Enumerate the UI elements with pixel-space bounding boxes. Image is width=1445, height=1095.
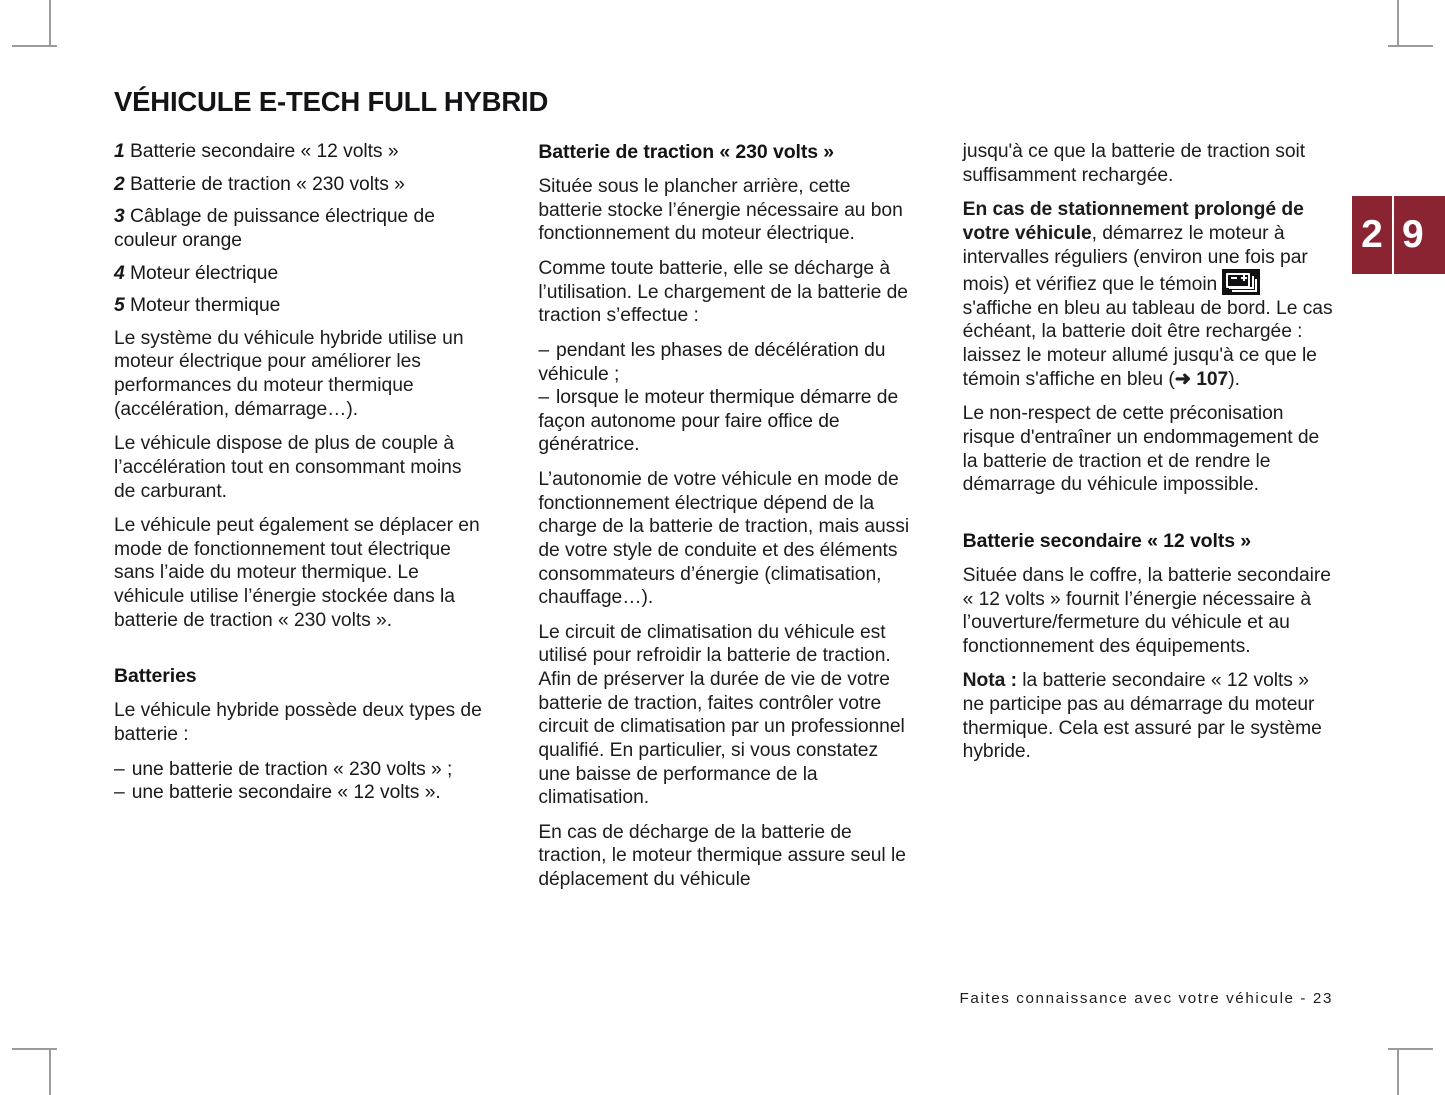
crop-mark-bottom-right-vertical: [1397, 1050, 1399, 1095]
column-3: [963, 140, 1334, 903]
legend-item: [114, 205, 485, 252]
warning-text-b: s'affiche en bleu au tableau de bord. Le cas échéant, la batterie doit être rechargée : laissez le moteur allumé jusqu'à ce que le témoin s'affiche en bleu (: [962, 297, 1333, 390]
nota-text: la batterie secondaire « 12 volts » ne participe pas au démarrage du moteur thermique. Cela est assuré par le système hybride.: [962, 670, 1322, 763]
paragraph-continuation: jusqu'à ce que la batterie de traction soit suffisamment rechargée.: [962, 141, 1306, 186]
paragraph: En cas de décharge de la batterie de traction, le moteur thermique assure seul le déplacement du véhicule: [538, 821, 906, 891]
legend-label: Batterie secondaire « 12 volts »: [130, 141, 399, 162]
legend-number: 2: [114, 173, 125, 195]
crop-mark-bottom-left-horizontal: [12, 1048, 57, 1050]
chapter-tab-edge-number: 9: [1394, 196, 1445, 274]
battery-negative-terminal-icon: [1231, 277, 1237, 279]
legend-label: Moteur électrique: [130, 262, 279, 284]
chapter-tab: [1352, 196, 1445, 274]
crop-mark-bottom-right-horizontal: [1388, 1048, 1433, 1050]
crop-mark-top-left-vertical: [49, 0, 51, 45]
paragraph: Le véhicule hybride possède deux types de batterie :: [114, 700, 482, 746]
battery-warning-light-icon: [1222, 269, 1260, 295]
crop-mark-bottom-left-vertical: [49, 1050, 51, 1095]
legend-label: Câblage de puissance électrique de couleur orange: [114, 206, 435, 251]
legend-number: 3: [114, 206, 125, 228]
page-title: VÉHICULE E-TECH FULL HYBRID: [114, 86, 549, 117]
list-item-text: pendant les phases de décélération du véhicule ;: [538, 339, 886, 385]
legend-label: Batterie de traction « 230 volts »: [130, 173, 405, 195]
legend-item: [114, 140, 485, 164]
legend-label: Moteur thermique: [130, 295, 281, 317]
cross-reference-page-number[interactable]: 107: [1196, 368, 1229, 390]
paragraph: Le système du véhicule hybride utilise un moteur électrique pour améliorer les performances du moteur thermique (accélération, démarrage…).: [114, 327, 464, 420]
warning-paragraph: [963, 198, 1334, 391]
cross-reference-arrow-icon: ➜: [1174, 368, 1191, 390]
crop-mark-top-left-horizontal: [12, 45, 57, 47]
warning-text-a: , démarrez le moteur à intervalles réguliers (environ une fois par mois) et vérifiez que le témoin: [962, 222, 1308, 296]
legend-item: [114, 294, 485, 318]
paragraph: Située sous le plancher arrière, cette batterie stocke l’énergie nécessaire au bon fonctionnement du moteur électrique.: [538, 176, 903, 245]
paragraph: Comme toute batterie, elle se décharge à l’utilisation. Le chargement de la batterie de traction s’effectue :: [538, 258, 908, 327]
list-item: [114, 758, 485, 782]
crop-mark-top-right-horizontal: [1388, 45, 1433, 47]
column-2: [538, 140, 909, 903]
list-item: [114, 781, 485, 805]
section-heading-batteries: Batteries: [114, 665, 197, 688]
warning-lead-text: En cas de stationnement prolongé de votre véhicule: [962, 199, 1304, 244]
dash-bullet-icon: –: [114, 782, 125, 804]
paragraph: Située dans le coffre, la batterie secondaire « 12 volts » fournit l’énergie nécessaire à l’ouverture/fermeture du véhicule et au fonctionnement des équipements.: [962, 564, 1331, 657]
crop-mark-top-right-vertical: [1397, 0, 1399, 45]
column-1: [114, 140, 485, 903]
section-heading-secondary-battery: Batterie secondaire « 12 volts »: [962, 529, 1252, 552]
chapter-tab-number: 2: [1352, 196, 1392, 274]
bullet-list: [114, 758, 485, 805]
list-item-text: une batterie de traction « 230 volts » ;: [131, 758, 453, 780]
nota-label: Nota :: [962, 670, 1017, 692]
section-heading-traction-battery: Batterie de traction « 230 volts »: [538, 141, 835, 163]
legend-item: [114, 262, 485, 286]
list-item: [538, 339, 909, 386]
legend-number: 5: [114, 295, 125, 317]
battery-positive-terminal-icon: [1241, 277, 1247, 279]
dash-bullet-icon: –: [538, 387, 550, 409]
paragraph: Le véhicule peut également se déplacer en mode de fonctionnement tout électrique sans l’aide du moteur thermique. Le véhicule utilise l’énergie stockée dans la batterie de traction « 230 volts ».: [114, 515, 480, 631]
nota-paragraph: [963, 669, 1334, 764]
battery-outline-icon: [1226, 273, 1250, 288]
paragraph: Le circuit de climatisation du véhicule est utilisé pour refroidir la batterie de traction. Afin de préserver la durée de vie de votre batterie de traction, faites contrôler votre circuit de climatisation par un professionnel qualifié. En particulier, si vous constatez une baisse de performance de la climatisation.: [538, 621, 905, 809]
list-item: [538, 386, 909, 457]
paragraph: L’autonomie de votre véhicule en mode de fonctionnement électrique dépend de la charge de la batterie de traction, mais aussi de votre style de conduite et des éléments consommateurs d’énergie (climatisation, chauffage…).: [538, 469, 910, 609]
content-columns: [114, 140, 1334, 903]
page-footer: Faites connaissance avec votre véhicule - 23: [959, 990, 1333, 1007]
paragraph: Le non-respect de cette préconisation risque d'entraîner un endommagement de la batterie de traction et de rendre le démarrage du véhicule impossible.: [962, 403, 1320, 496]
list-item-text: une batterie secondaire « 12 volts ».: [131, 782, 441, 804]
legend-number: 4: [114, 262, 125, 284]
list-item-text: lorsque le moteur thermique démarre de façon autonome pour faire office de génératrice.: [538, 387, 899, 456]
legend-number: 1: [114, 141, 125, 162]
dash-bullet-icon: –: [114, 758, 125, 780]
bullet-list: [538, 339, 909, 457]
warning-text-c: ).: [1228, 368, 1240, 390]
dash-bullet-icon: –: [538, 339, 550, 361]
paragraph: Le véhicule dispose de plus de couple à l’accélération tout en consommant moins de carburant.: [114, 433, 462, 502]
legend-item: [114, 173, 485, 197]
